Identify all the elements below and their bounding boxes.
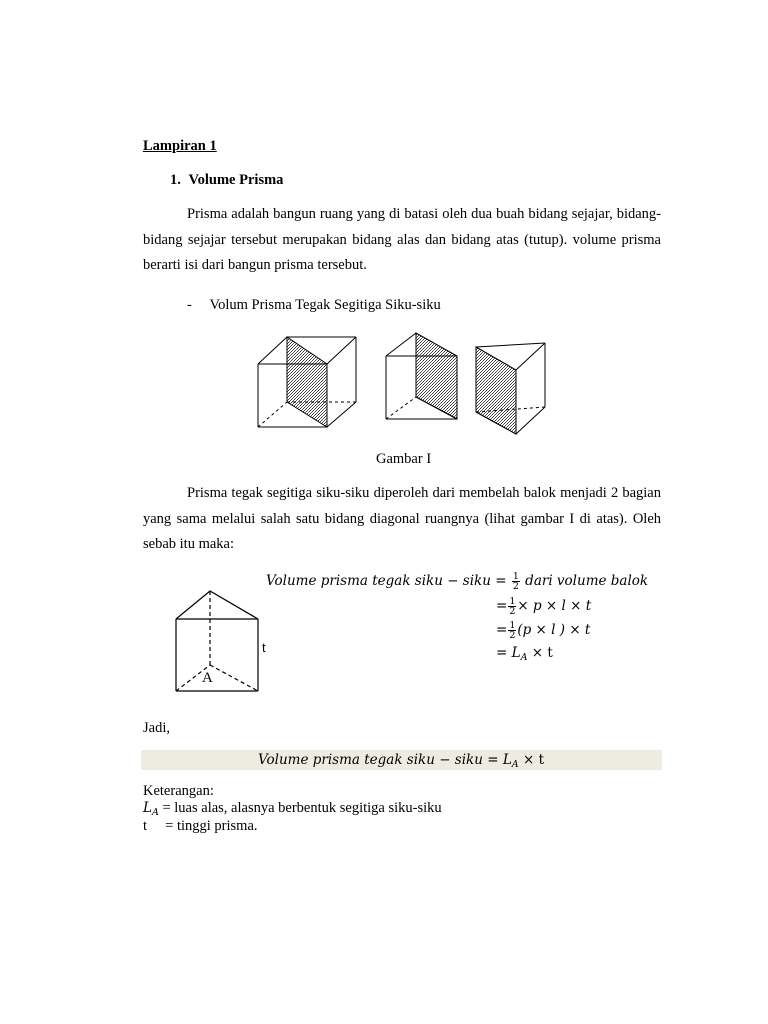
derivation-line-1-rest: dari volume balok [525,573,649,589]
diagonal-plane-shading [287,337,327,427]
base-area-label: A [202,670,213,686]
half-cube-prism [386,333,457,419]
bullet-dash: - [187,297,192,313]
fraction-half: $\frac{1}{2}$ [512,571,519,592]
triangular-prism-figure [176,591,258,691]
height-label: t [262,640,266,655]
prism-face-shading [476,347,516,434]
cube-with-diagonal-plane [258,337,356,427]
section-title-text: Volume Prisma [188,172,284,188]
triangular-prism-shaded [476,343,545,434]
derivation-lhs: Volume prisma tegak siku − siku = [266,573,507,589]
fraction-half: $\frac{1}{2}$ [509,620,516,641]
conclusion-label: Jadi, [143,720,170,736]
derivation-line-2: = $\frac{1}{2}$ × p × l × t [496,596,592,617]
derivation-line-1 [266,572,648,591]
derivation-line-3: = $\frac{1}{2}$ (p × l ) × t [496,620,591,641]
intro-paragraph: Prisma adalah bangun ruang yang di batasi oleh dua buah bidang sejajar, bidang-bidang sejajar tersebut merupakan bidang alas dan bidang atas (tutup). volume prisma berarti isi dari bangun prisma tersebut. [143,206,661,273]
result-formula-box [141,750,662,770]
explanation-paragraph: Prisma tegak segitiga siku-siku diperoleh dari membelah balok menjadi 2 bagian yang sama melalui salah satu bidang diagonal ruangnya (lihat gambar I di atas). Oleh sebab itu maka: [143,485,661,552]
section-number: 1. [170,172,181,188]
fraction-half: $\frac{1}{2}$ [509,596,516,617]
legend-title: Keterangan: [143,783,214,799]
figure-1-caption: Gambar I [376,451,432,467]
half-cube-shading [416,333,457,419]
bullet-text: Volum Prisma Tegak Segitiga Siku-siku [209,297,441,313]
result-formula: Volume prisma tegak siku − siku = $L_A \times t$ [258,752,544,770]
legend-t: t = tinggi prisma. [143,818,258,834]
derivation-line-4: = $L_A \times t$ [496,645,553,663]
legend-la: $L_A$ = luas alas, alasnya berbentuk segitiga siku-siku [143,800,442,818]
page-heading: Lampiran 1 [143,138,217,154]
